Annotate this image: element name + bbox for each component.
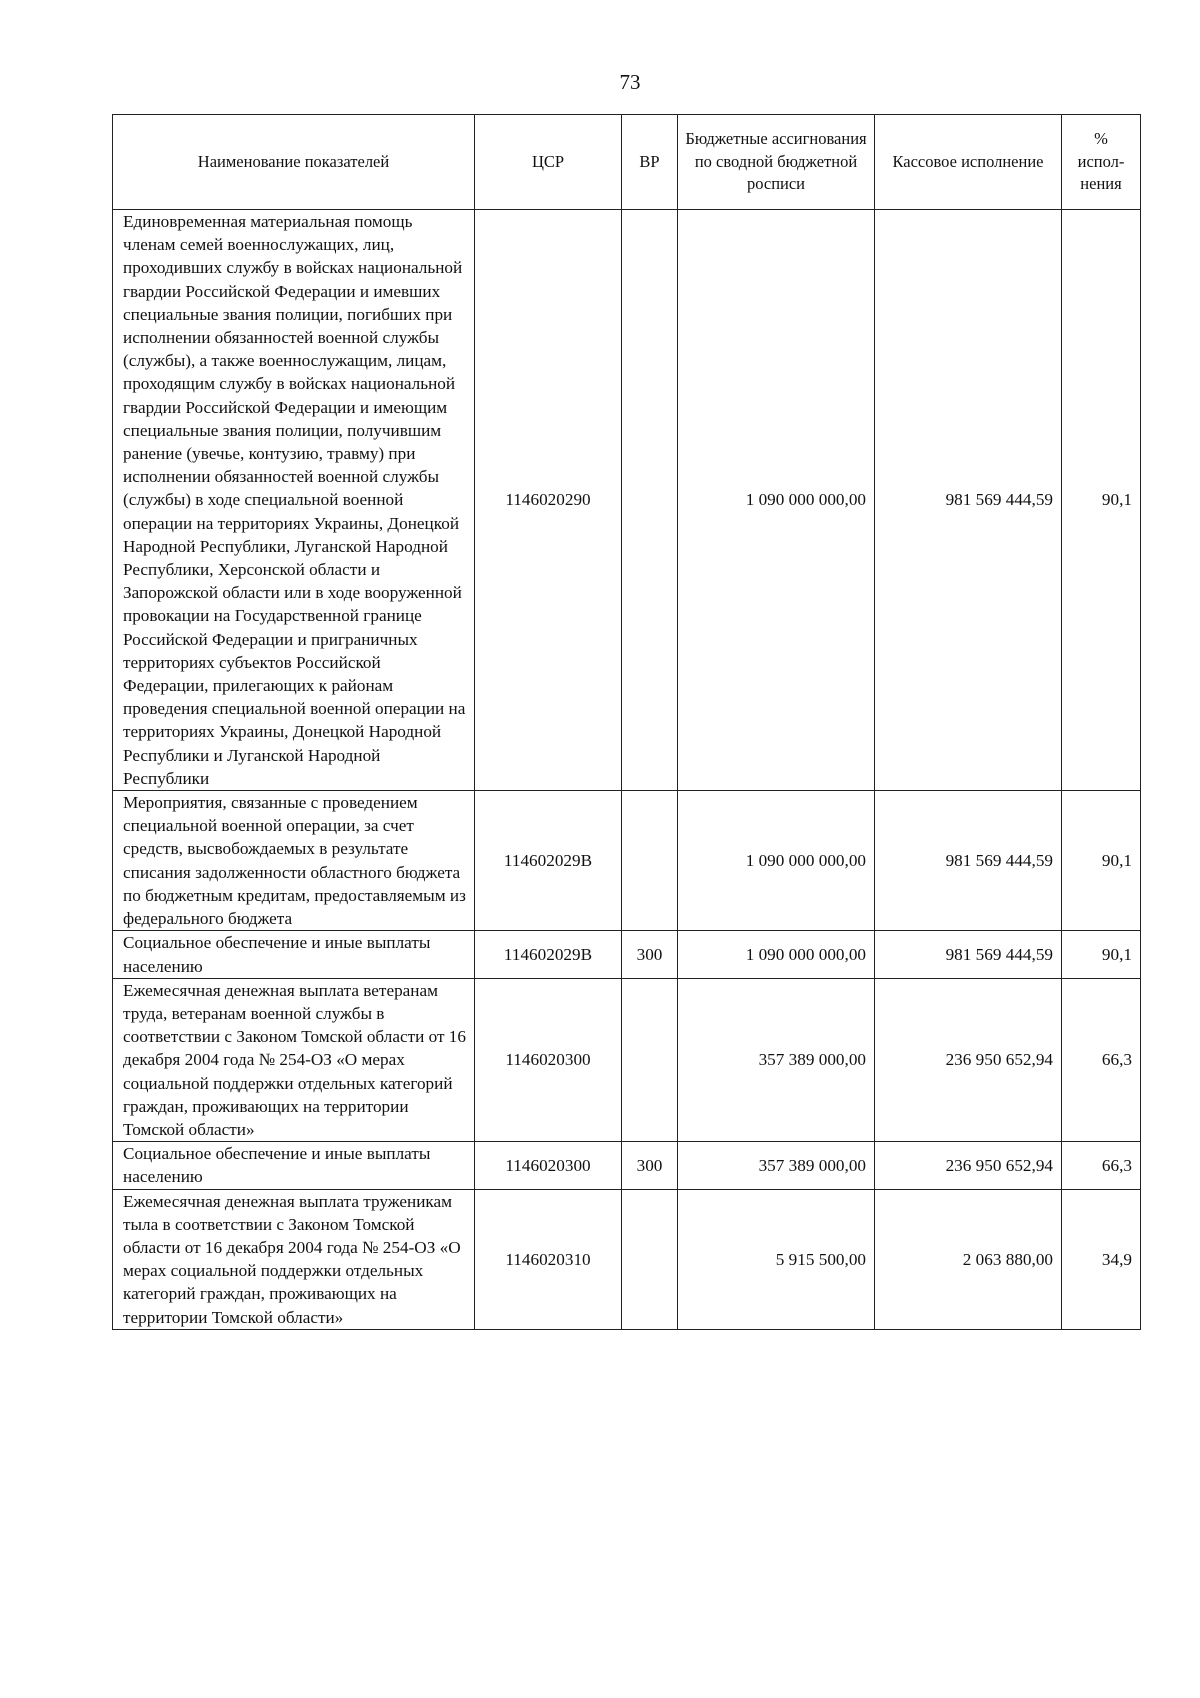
- row-cash: 236 950 652,94: [875, 978, 1062, 1141]
- header-csr: ЦСР: [475, 115, 622, 210]
- row-csr: 1146020300: [475, 978, 622, 1141]
- row-cash: 981 569 444,59: [875, 931, 1062, 978]
- row-vr: 300: [622, 931, 678, 978]
- row-name: Социальное обеспечение и иные выплаты населению: [113, 931, 475, 978]
- row-cash: 236 950 652,94: [875, 1142, 1062, 1189]
- row-name: Единовременная материальная помощь членам семей военнослужащих, лиц, проходивших службу в войсках национальной гвардии Российской Федерации и имевших специальные звания полиции, погибших при исполнении обязанностей военной службы (службы), а также военнослужащим, лицам, проходящим службу в войсках национальной гвардии Российской Федерации и имеющим специальные звания полиции, получившим ранение (увечье, контузию, травму) при исполнении обязанностей военной службы (службы) в ходе специальной военной операции на территориях Украины, Донецкой Народной Республики, Луганской Народной Республики, Херсонской области и Запорожской области или в ходе вооруженной провокации на Государственной границе Российской Федерации и приграничных территориях субъектов Российской Федерации, прилегающих к районам проведения специальной военной операции на территориях Украины, Донецкой Народной Республики и Луганской Народной Республики: [113, 210, 475, 791]
- table-row: [113, 1189, 1141, 1329]
- row-pct: 34,9: [1062, 1189, 1141, 1329]
- header-vr: ВР: [622, 115, 678, 210]
- header-name: Наименование показателей: [113, 115, 475, 210]
- table-row: [113, 978, 1141, 1141]
- row-pct: 90,1: [1062, 931, 1141, 978]
- row-pct: 66,3: [1062, 978, 1141, 1141]
- row-budget: 1 090 000 000,00: [678, 931, 875, 978]
- row-csr: 114602029В: [475, 931, 622, 978]
- table-row: [113, 1142, 1141, 1189]
- row-budget: 5 915 500,00: [678, 1189, 875, 1329]
- row-pct: 90,1: [1062, 210, 1141, 791]
- row-vr: 300: [622, 1142, 678, 1189]
- row-pct: 66,3: [1062, 1142, 1141, 1189]
- row-budget: 1 090 000 000,00: [678, 210, 875, 791]
- row-name: Социальное обеспечение и иные выплаты населению: [113, 1142, 475, 1189]
- row-csr: 114602029В: [475, 791, 622, 931]
- row-name: Мероприятия, связанные с проведением специальной военной операции, за счет средств, высвобождаемых в результате списания задолженности областного бюджета по бюджетным кредитам, предоставляемым из федерального бюджета: [113, 791, 475, 931]
- header-pct: % испол-нения: [1062, 115, 1141, 210]
- table-row: [113, 210, 1141, 791]
- row-csr: 1146020300: [475, 1142, 622, 1189]
- row-vr: [622, 1189, 678, 1329]
- row-name: Ежемесячная денежная выплата труженикам тыла в соответствии с Законом Томской области от 16 декабря 2004 года № 254-ОЗ «О мерах социальной поддержки отдельных категорий граждан, проживающих на территории Томской области»: [113, 1189, 475, 1329]
- row-cash: 981 569 444,59: [875, 210, 1062, 791]
- row-pct: 90,1: [1062, 791, 1141, 931]
- header-budget: Бюджетные ассигнования по сводной бюджетной росписи: [678, 115, 875, 210]
- row-vr: [622, 978, 678, 1141]
- row-name: Ежемесячная денежная выплата ветеранам труда, ветеранам военной службы в соответствии с Законом Томской области от 16 декабря 2004 года № 254-ОЗ «О мерах социальной поддержки отдельных категорий граждан, проживающих на территории Томской области»: [113, 978, 475, 1141]
- table-row: [113, 931, 1141, 978]
- page-number: 73: [619, 70, 641, 94]
- header-cash: Кассовое исполнение: [875, 115, 1062, 210]
- row-cash: 2 063 880,00: [875, 1189, 1062, 1329]
- row-csr: 1146020290: [475, 210, 622, 791]
- row-budget: 357 389 000,00: [678, 1142, 875, 1189]
- row-csr: 1146020310: [475, 1189, 622, 1329]
- row-budget: 1 090 000 000,00: [678, 791, 875, 931]
- row-cash: 981 569 444,59: [875, 791, 1062, 931]
- budget-table: [112, 114, 1141, 1330]
- table-header-row: [113, 115, 1141, 210]
- row-vr: [622, 791, 678, 931]
- row-vr: [622, 210, 678, 791]
- row-budget: 357 389 000,00: [678, 978, 875, 1141]
- table-row: [113, 791, 1141, 931]
